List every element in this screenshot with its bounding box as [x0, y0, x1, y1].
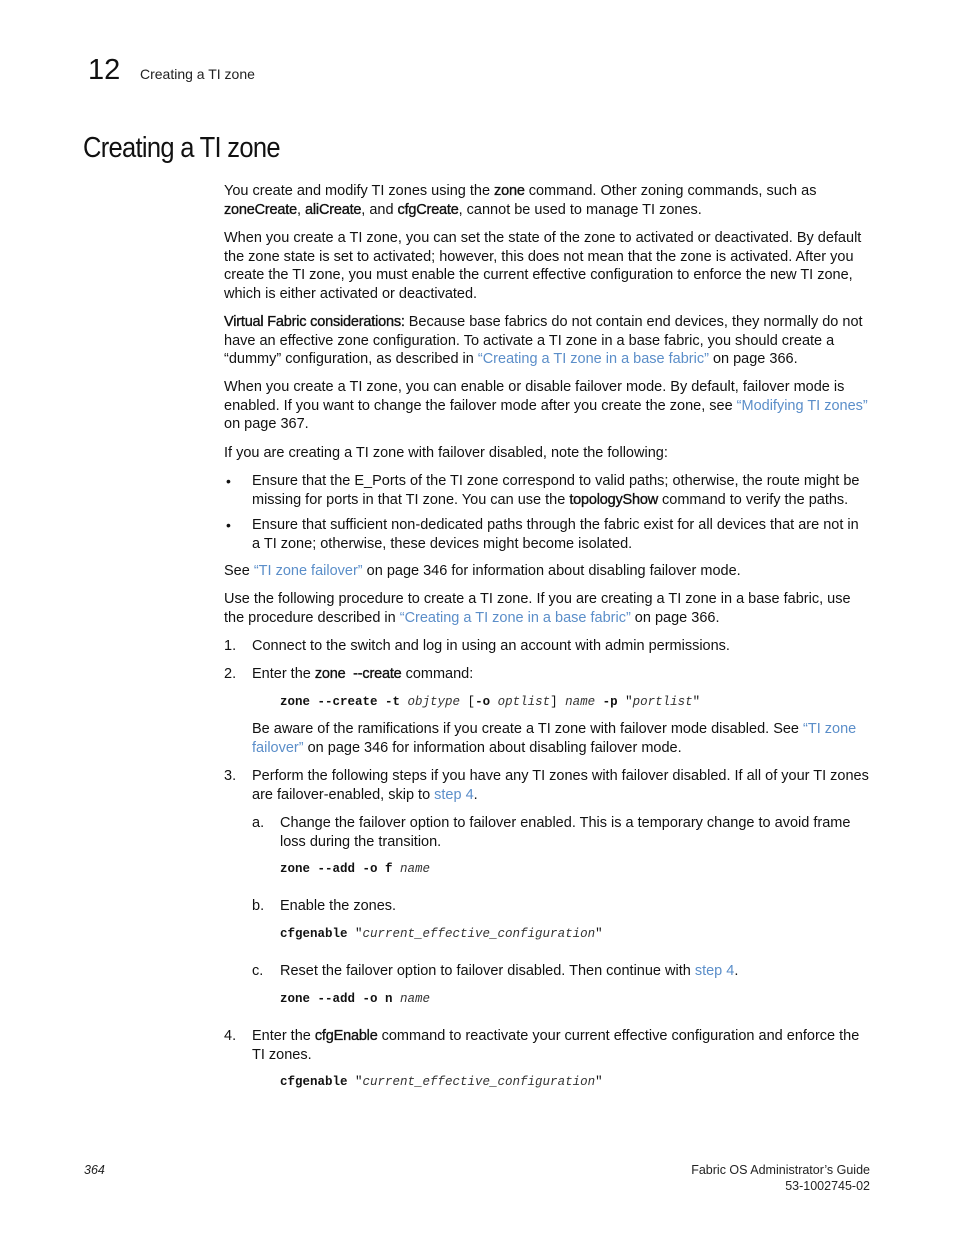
code-cfgenable: cfgenable "current_effective_configuration" — [280, 927, 603, 941]
command-zone-create: zone --create — [314, 666, 402, 682]
substep-label: b. — [252, 898, 265, 914]
command-cfgcreate: cfgCreate — [397, 201, 459, 218]
book-title: Fabric OS Administrator’s Guide — [691, 1163, 870, 1177]
substep-b-text: Enable the zones. — [280, 898, 397, 914]
bullet-marker: • — [226, 517, 231, 533]
step-number: 4. — [224, 1028, 237, 1044]
link-ti-zone-failover[interactable]: “TI zone failover” — [252, 721, 857, 756]
link-step-4[interactable]: step 4 — [694, 963, 735, 979]
link-creating-ti-zone-base-fabric[interactable]: “Creating a TI zone in a base fabric” — [477, 351, 709, 368]
vf-considerations-label: Virtual Fabric considerations: — [224, 314, 405, 330]
footer-book-info — [691, 1162, 870, 1194]
section-title: Creating a TI zone — [83, 132, 280, 164]
code-zone-create: zone --create -t objtype [-o optlist] name -p "portlist" — [280, 695, 701, 709]
zone-state-paragraph: When you create a TI zone, you can set the state of the zone to activated or deactivated. By default the zone state is set to activated; however, this does not mean that the zone is activated. After you create the TI zone, you must enable the current effective configuration to enforce the new TI zone, which is either activated or deactivated. — [224, 230, 862, 303]
link-modifying-ti-zones[interactable]: “Modifying TI zones” — [736, 397, 868, 414]
doc-number: 53-1002745-02 — [785, 1179, 870, 1193]
code-zone-add-f: zone --add -o f name — [280, 862, 431, 876]
step-number: 2. — [224, 666, 237, 682]
code-cfgenable: cfgenable "current_effective_configuration" — [280, 1075, 603, 1089]
command-zone: zone — [494, 183, 525, 199]
step-number: 3. — [224, 768, 237, 784]
step-2-text: Enter the zone --create command: — [252, 666, 474, 682]
command-topologyshow: topologyShow — [569, 491, 659, 508]
virtual-fabric-paragraph: Virtual Fabric considerations: Because base fabrics do not contain end devices, they normally do not have an effective zone configuration. To activate a TI zone in a base fabric, you should create a “dummy” configuration, as described in “Creating a TI zone in a base fabric” on page 366. — [224, 314, 863, 368]
bullet-item: Ensure that the E_Ports of the TI zone correspond to valid paths; otherwise, the route might be missing for ports in that TI zone. You can use the topologyShow command to verify the paths. — [252, 473, 860, 508]
bullet-item: Ensure that sufficient non-dedicated paths through the fabric exist for all devices that are not in a TI zone; otherwise, these devices might become isolated. — [252, 517, 859, 552]
code-zone-add-n: zone --add -o n name — [280, 992, 431, 1006]
substep-label: c. — [252, 963, 264, 979]
command-zonecreate: zoneCreate — [224, 201, 297, 218]
substep-label: a. — [252, 815, 265, 831]
failover-disabled-intro: If you are creating a TI zone with failover disabled, note the following: — [224, 445, 668, 461]
bullet-marker: • — [226, 473, 231, 489]
see-failover-paragraph: See “TI zone failover” on page 346 for information about disabling failover mode. — [224, 563, 741, 579]
procedure-intro-paragraph: Use the following procedure to create a TI zone. If you are creating a TI zone in a base fabric, use the procedure described in “Creating a TI zone in a base fabric” on page 366. — [224, 591, 851, 626]
step-4-text: Enter the cfgEnable command to reactivate your current effective configuration and enforce the TI zones. — [252, 1028, 860, 1063]
substep-a-text: Change the failover option to failover enabled. This is a temporary change to avoid frame loss during the transition. — [280, 815, 851, 850]
link-ti-zone-failover[interactable]: “TI zone failover” — [253, 563, 363, 579]
substep-c-text: Reset the failover option to failover disabled. Then continue with step 4. — [280, 963, 739, 979]
command-cfgenable: cfgEnable — [314, 1028, 378, 1044]
step-2-note: Be aware of the ramifications if you create a TI zone with failover mode disabled. See “TI zone failover” on page 346 for information about disabling failover mode. — [252, 721, 857, 756]
command-alicreate: aliCreate — [305, 201, 362, 218]
step-number: 1. — [224, 638, 237, 654]
chapter-number: 12 — [88, 54, 121, 86]
failover-mode-paragraph: When you create a TI zone, you can enable or disable failover mode. By default, failover mode is enabled. If you want to change the failover mode after you create the zone, see “Modifying TI zones” on page 367. — [224, 379, 868, 433]
running-header: Creating a TI zone — [140, 66, 255, 82]
step-1-text: Connect to the switch and log in using an account with admin permissions. — [252, 638, 730, 654]
intro-paragraph: You create and modify TI zones using the zone command. Other zoning commands, such as zoneCreate, aliCreate, and cfgCreate, cannot be used to manage TI zones. — [224, 183, 817, 218]
page-number: 364 — [84, 1163, 105, 1177]
link-step-4[interactable]: step 4 — [434, 786, 474, 803]
step-3-text: Perform the following steps if you have any TI zones with failover disabled. If all of your TI zones are failover-enabled, skip to step 4. — [252, 768, 869, 803]
link-creating-ti-zone-base-fabric[interactable]: “Creating a TI zone in a base fabric” — [399, 609, 631, 626]
